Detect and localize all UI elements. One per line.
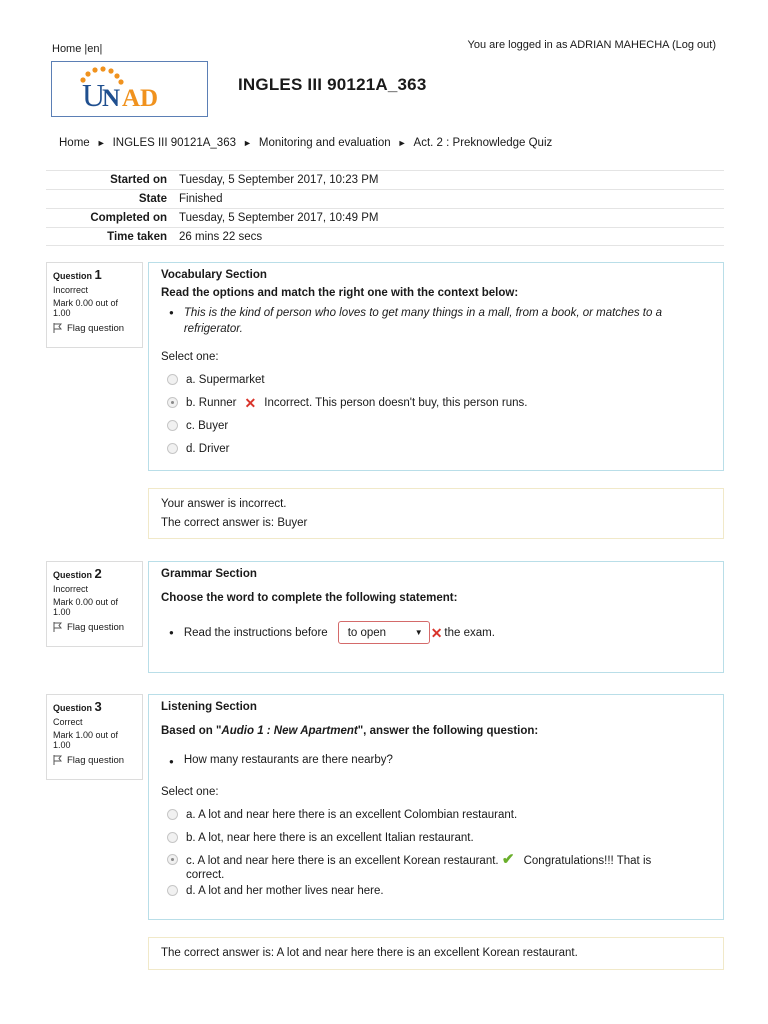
summary-row: [46, 189, 724, 208]
option-label: a. Supermarket: [186, 373, 265, 386]
context-text: This is the kind of person who loves to get many things in a mall, from a book, or matches to a refrigerator.: [183, 307, 662, 335]
correct-answer-line: The correct answer is: A lot and near here there is an excellent Korean restaurant.: [161, 947, 578, 959]
option-feedback: Incorrect. This person doesn't buy, this person runs.: [264, 396, 528, 409]
question-number-value: 1: [94, 267, 102, 282]
option-label: c. A lot and near here there is an excellent Korean restaurant.: [186, 855, 499, 867]
breadcrumb-quiz[interactable]: Act. 2 : Preknowledge Quiz: [413, 137, 553, 149]
select-value: to open: [347, 626, 387, 639]
question-grade: Mark 0.00 out of 1.00: [53, 298, 119, 318]
bullet-icon: ●: [169, 308, 174, 317]
radio-button[interactable]: [167, 832, 178, 843]
breadcrumb-home[interactable]: Home: [59, 137, 90, 149]
answer-option[interactable]: [167, 826, 711, 849]
attempt-summary-table: [46, 170, 724, 246]
question-grade: Mark 0.00 out of 1.00: [53, 597, 119, 617]
context-text: How many restaurants are there nearby?: [183, 754, 393, 766]
summary-value: Tuesday, 5 September 2017, 10:49 PM: [179, 212, 379, 224]
incorrect-icon: ✕: [244, 394, 257, 411]
question-state: Incorrect: [53, 584, 89, 594]
breadcrumb-course[interactable]: INGLES III 90121A_363: [112, 137, 236, 149]
select-prompt: Select one:: [161, 351, 219, 363]
incorrect-icon: ✕: [430, 624, 443, 641]
option-label: c. Buyer: [186, 419, 229, 432]
nav-separator: |: [99, 43, 103, 55]
language-link[interactable]: en: [87, 43, 100, 55]
bullet-icon: ●: [169, 757, 174, 766]
top-nav: [52, 43, 102, 55]
answer-option[interactable]: [167, 391, 711, 414]
question-text: [161, 725, 711, 737]
question-number-value: 3: [94, 699, 102, 714]
flag-icon: [53, 622, 62, 632]
breadcrumb-separator-icon: ►: [397, 138, 407, 148]
question-2-formulation: [148, 561, 724, 673]
breadcrumb-separator-icon: ►: [243, 138, 252, 148]
question-context: [169, 305, 711, 337]
option-label: d. Driver: [186, 442, 230, 455]
breadcrumb-section[interactable]: Monitoring and evaluation: [258, 137, 391, 149]
answer-option[interactable]: [167, 879, 711, 902]
radio-button-selected[interactable]: [167, 854, 178, 865]
answer-option[interactable]: [167, 414, 711, 437]
home-link[interactable]: Home: [52, 43, 82, 55]
outcome-line: Your answer is incorrect.: [161, 498, 287, 510]
option-feedback: Congratulations!!! That is: [523, 855, 652, 867]
breadcrumb: [59, 137, 552, 149]
logo-letters-ad: AD: [122, 85, 159, 112]
correct-answer-line: The correct answer is: Buyer: [161, 517, 308, 529]
question-3-formulation: [148, 694, 724, 920]
question-text-post: ", answer the following question:: [357, 725, 539, 737]
summary-value: 26 mins 22 secs: [179, 230, 263, 243]
radio-button-selected[interactable]: [167, 397, 178, 408]
question-3-info: [46, 694, 143, 780]
logo-letter-u: U: [82, 77, 106, 113]
option-label: d. A lot and her mother lives near here.: [186, 884, 384, 897]
summary-row: [46, 170, 724, 189]
option-label: b. A lot, near here there is an excellent Italian restaurant.: [186, 831, 474, 844]
summary-value: Finished: [179, 193, 223, 205]
flag-question-button[interactable]: [53, 622, 136, 633]
question-number-value: 2: [94, 566, 102, 581]
option-feedback-cont: correct.: [186, 869, 225, 881]
section-title: Grammar Section: [161, 568, 257, 580]
select-prompt: Select one:: [161, 786, 219, 798]
statement-after: the exam.: [444, 626, 495, 639]
question-text: Choose the word to complete the following statement:: [161, 592, 458, 604]
summary-label: State: [138, 193, 167, 205]
question-3-outcome: [148, 937, 724, 970]
statement-before: Read the instructions before: [183, 626, 328, 639]
option-label: a. A lot and near here there is an excellent Colombian restaurant.: [186, 808, 518, 821]
flag-icon: [53, 323, 62, 333]
radio-button[interactable]: [167, 374, 178, 385]
flag-question-label: Flag question: [67, 322, 125, 334]
unad-logo-graphic: [52, 62, 207, 116]
question-text: Read the options and match the right one with the context below:: [161, 287, 519, 299]
question-text-pre: Based on ": [161, 725, 222, 737]
breadcrumb-separator-icon: ►: [96, 138, 106, 148]
question-2-info: [46, 561, 143, 647]
question-state: Incorrect: [53, 285, 89, 295]
section-title: Vocabulary Section: [161, 269, 267, 281]
question-label: Question: [53, 271, 93, 281]
login-info[interactable]: You are logged in as ADRIAN MAHECHA (Log out): [467, 39, 716, 51]
question-number: [53, 267, 136, 282]
question-state: Correct: [53, 717, 83, 727]
summary-row: [46, 227, 724, 246]
correct-check-icon: ✔: [501, 851, 515, 868]
answer-option[interactable]: [167, 849, 711, 879]
radio-button[interactable]: [167, 809, 178, 820]
flag-question-label: Flag question: [67, 621, 125, 633]
flag-question-button[interactable]: [53, 323, 136, 334]
flag-icon: [53, 755, 62, 765]
answer-option[interactable]: [167, 803, 711, 826]
nav-separator: |: [84, 43, 88, 55]
question-1-info: [46, 262, 143, 348]
answer-option[interactable]: [167, 368, 711, 391]
question-1-formulation: [148, 262, 724, 471]
question-grade: Mark 1.00 out of 1.00: [53, 730, 119, 750]
answer-select[interactable]: [338, 621, 430, 644]
question-label: Question: [53, 570, 93, 580]
question-1-outcome: [148, 488, 724, 539]
question-statement: [169, 621, 711, 644]
option-label: b. Runner: [186, 396, 237, 409]
unad-logo[interactable]: [51, 61, 208, 117]
summary-value: Tuesday, 5 September 2017, 10:23 PM: [179, 174, 379, 186]
section-title: Listening Section: [161, 701, 257, 713]
summary-label: Time taken: [107, 230, 167, 243]
option-content: [186, 852, 651, 882]
logo-letter-n: N: [102, 85, 121, 112]
flag-question-button[interactable]: [53, 755, 136, 766]
flag-question-label: Flag question: [67, 754, 125, 766]
audio-title: Audio 1 : New Apartment: [221, 725, 358, 737]
answer-option[interactable]: [167, 437, 711, 460]
summary-label: Completed on: [90, 212, 167, 224]
radio-button[interactable]: [167, 443, 178, 454]
summary-label: Started on: [110, 174, 167, 186]
summary-row: [46, 208, 724, 227]
question-label: Question: [53, 703, 93, 713]
dropdown-arrow-icon: ▼: [414, 628, 423, 637]
radio-button[interactable]: [167, 885, 178, 896]
question-number: [53, 566, 136, 581]
bullet-icon: ●: [169, 627, 174, 637]
radio-button[interactable]: [167, 420, 178, 431]
course-title: INGLES III 90121A_363: [238, 75, 427, 94]
question-number: [53, 699, 136, 714]
question-context: [169, 754, 711, 770]
